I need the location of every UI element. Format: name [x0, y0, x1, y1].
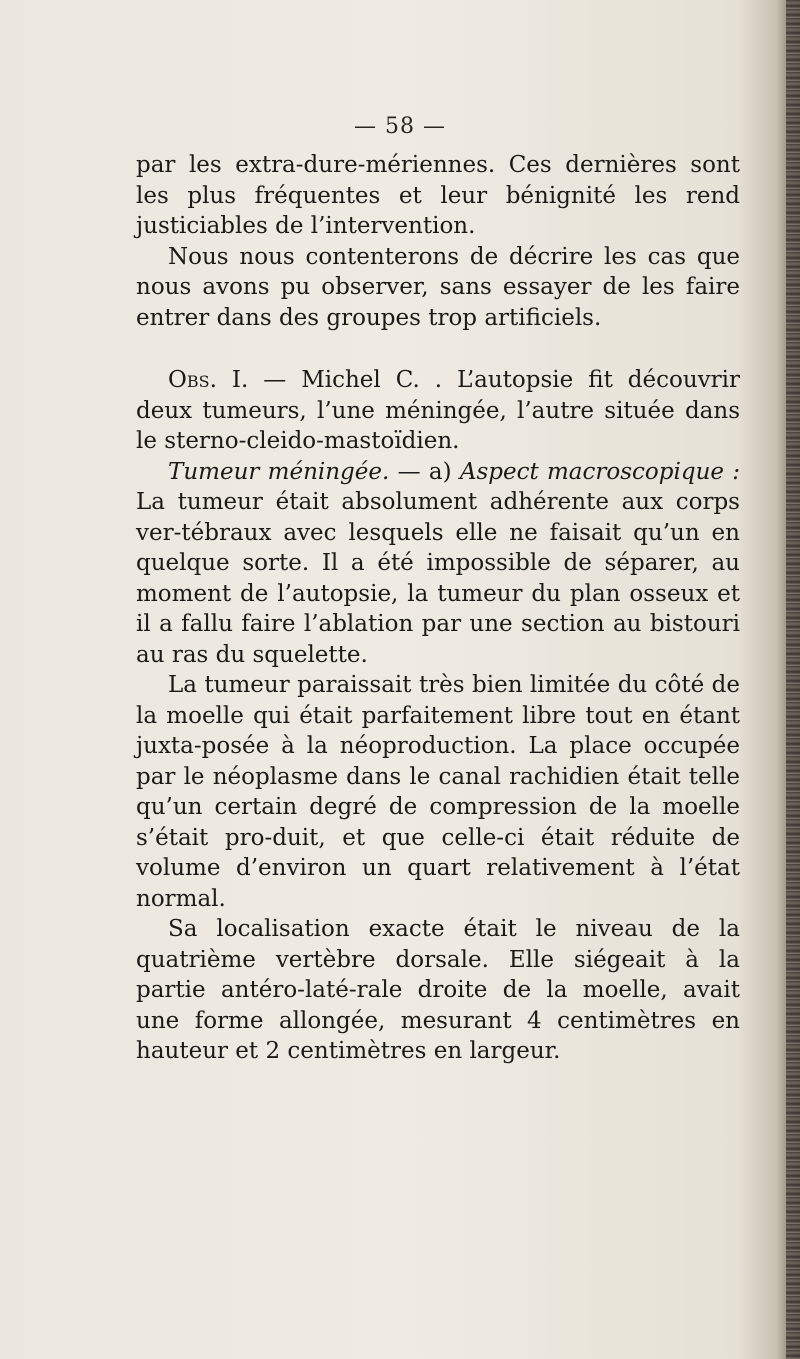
observation-text: — Michel C. . L’autopsie fit découvrir deux tumeurs, l’une méningée, l’autre située dans le sterno-cleido-mastoïdien. — [136, 367, 741, 454]
section-separator: — a) — [389, 458, 460, 485]
paragraph-1: par les extra-dure-mériennes. Ces dernières sont les plus fréquentes et leur bénignité les rend justiciables de l’intervention. — [136, 152, 740, 239]
body-text — [136, 150, 740, 1067]
paragraph-gap — [136, 333, 740, 365]
book-edge — [786, 0, 800, 1359]
observation-label: Obs. I. — [168, 367, 249, 393]
page-number: — 58 — — [354, 114, 446, 139]
subsection-label: Aspect macroscopique : — [459, 458, 741, 485]
paragraph-5: La tumeur paraissait très bien limitée du côté de la moelle qui était parfaitement libre tout en étant juxta-posée à la néoproduction. La place occupée par le néoplasme dans le canal rachidien était telle qu’un certain degré de compression de la moelle s’était pro-duit, et que celle-ci était réduite de volume d’environ un quart relativement à l’état normal. — [136, 672, 740, 912]
paragraph-tumeur — [136, 457, 740, 671]
paragraph-6: Sa localisation exacte était le niveau de la quatrième vertèbre dorsale. Elle siégeait à la partie antéro-laté-rale droite de la moelle, avait une forme allongée, mesurant 4 centimètres en hauteur et 2 centimètres en largeur. — [136, 916, 740, 1064]
section-label: Tumeur méningée. — [168, 458, 390, 485]
paragraph-2: Nous nous contenterons de décrire les cas que nous avons pu observer, sans essayer de les faire entrer dans des groupes trop artificiels. — [136, 243, 740, 331]
paragraph-obs-1 — [136, 365, 740, 457]
section-text: La tumeur était absolument adhérente aux corps ver-tébraux avec lesquels elle ne faisait qu’un en quelque sorte. Il a été impossible de séparer, au moment de l’autopsie, la tumeur du plan osseux et il a fallu faire l’ablation par une section au bistouri au ras du squelette. — [136, 489, 740, 668]
